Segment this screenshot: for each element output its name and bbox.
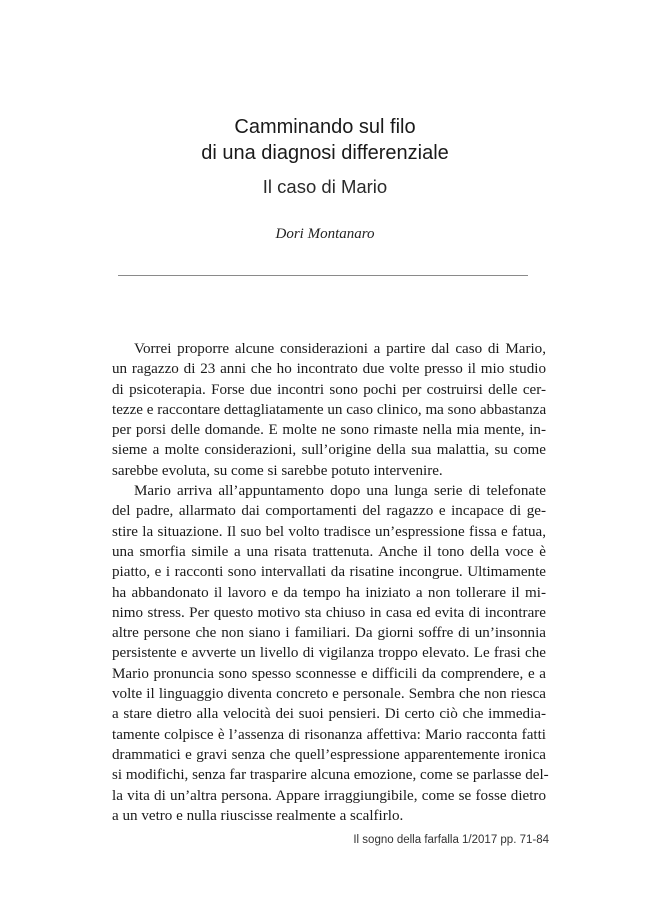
- body-line: sieme a molte considerazioni, sull’origine della sua malattia, su come: [112, 442, 546, 459]
- title-divider: [118, 275, 528, 276]
- journal-citation: Il sogno della farfalla 1/2017 pp. 71-84: [353, 834, 549, 846]
- body-line: di psicoterapia. Forse due incontri sono pochi per costruirsi delle cer-: [112, 381, 546, 398]
- body-line: a stare dietro alla velocità dei suoi pensieri. Di certo ciò che immedia-: [112, 706, 546, 723]
- body-line: la vita di un’altra persona. Appare irraggiungibile, come se fosse dietro: [112, 787, 546, 804]
- body-line: drammatici e gravi senza che quell’espressione apparentemente ironica: [112, 746, 546, 763]
- body-line: si modifichi, senza far trasparire alcuna emozione, come se parlasse del-: [112, 767, 549, 784]
- body-line: volte il linguaggio diventa concreto e personale. Sembra che non riesca: [112, 686, 546, 703]
- article-body: [112, 339, 549, 826]
- body-line: del padre, allarmato dai comportamenti del ragazzo e incapace di ge-: [112, 503, 546, 520]
- body-line: Vorrei proporre alcune considerazioni a partire dal caso di Mario,: [134, 341, 546, 357]
- body-line: nimo stress. Per questo motivo sta chiuso in casa ed evita di incontrare: [112, 604, 546, 621]
- body-line: Mario pronuncia sono spesso sconnesse e difficili da comprendere, e a: [112, 665, 546, 682]
- body-line: tezze e raccontare dettagliatamente un caso clinico, ma sono abbastanza: [112, 401, 547, 418]
- body-line: Mario arriva all’appuntamento dopo una lunga serie di telefonate: [134, 483, 546, 500]
- body-line: piatto, e i racconti sono intervallati da risatine incongrue. Ultimamente: [112, 564, 546, 581]
- body-line: sarebbe evoluta, su come si sarebbe potuto intervenire.: [112, 462, 443, 479]
- body-line: ha abbandonato il lavoro e da tempo ha iniziato a non tollerare il mi-: [112, 584, 546, 601]
- article-title-line2: di una diagnosi differenziale: [201, 142, 449, 164]
- author-name: Dori Montanaro: [275, 226, 375, 242]
- body-line: altre persone che non siano i familiari. Da giorni soffre di un’insonnia: [112, 625, 546, 642]
- body-line: stire la situazione. Il suo bel volto tradisce un’espressione fissa e fatua,: [112, 523, 546, 540]
- body-line: persistente e avverte un livello di vigilanza troppo elevato. Le frasi che: [112, 645, 546, 662]
- body-line: a un vetro e nulla riuscisse realmente a scalfirlo.: [112, 807, 404, 824]
- body-line: un ragazzo di 23 anni che ho incontrato due volte presso il mio studio: [112, 361, 546, 378]
- body-line: una smorfia simile a una risata trattenuta. Anche il tono della voce è: [112, 543, 546, 560]
- body-line: per porsi delle domande. E molte ne sono rimaste nella mia mente, in-: [112, 422, 546, 439]
- body-line: tamente colpisce è l’assenza di risonanza affettiva: Mario racconta fatti: [112, 726, 546, 743]
- article-subtitle: Il caso di Mario: [262, 176, 388, 197]
- article-title-line1: Camminando sul filo: [234, 116, 416, 138]
